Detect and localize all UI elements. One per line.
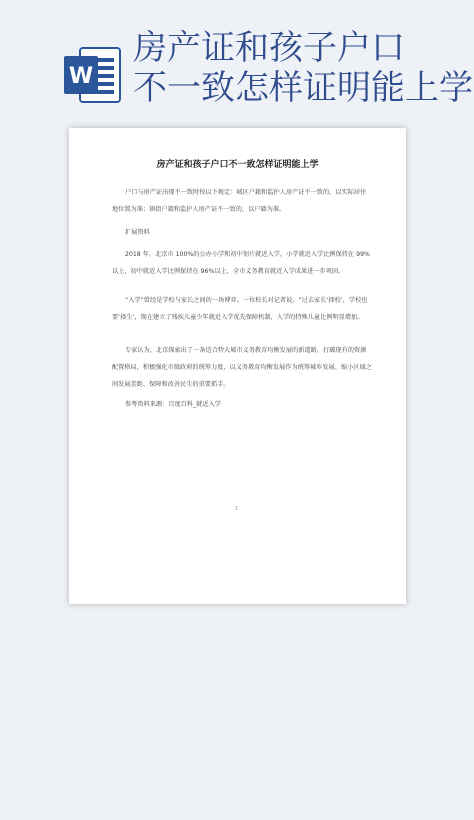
word-icon — [62, 44, 124, 106]
page-number: 1 — [235, 506, 239, 512]
banner-title — [133, 28, 473, 108]
paragraph-4: 专家认为，北京探索出了一条适合特大城市义务教育均衡发展的新道路，打破现有的资源配置格局，积极强化市级政府的统筹力度，以义务教育均衡发展作为统筹城乡发展、缩小区域之间发展差距、保障和改善民生的重要抓手。 — [112, 347, 372, 388]
paragraph-reference: 参考资料来源：百度百科_就近入学 — [125, 401, 221, 408]
paragraph-extended-heading: 扩展资料 — [125, 229, 150, 236]
document-page — [69, 128, 406, 604]
banner-title-line-1: 房产证和孩子户口 — [133, 28, 405, 68]
svg-text:W: W — [68, 64, 94, 89]
banner — [0, 0, 474, 118]
paragraph-3: “入学”曾经是学校与家长之间的一场博弈。一位校长对记者说，“过去家长‘择校’，学校也要‘择生’，现在建立了残疾儿童少年就近入学优先保障机制，入学的特殊儿童比例明显增加。 — [112, 297, 368, 321]
document-title: 房产证和孩子户口不一致怎样证明能上学 — [156, 160, 319, 170]
paragraph-1: 户口与房产证出现不一致时按以下规定：城区户籍和监护人房产证不一致的，以实际居住地位置为准；镇街户籍和监护人房产证不一致的，以户籍为准。 — [112, 189, 367, 213]
banner-title-line-2: 不一致怎样证明能上学 — [133, 68, 473, 108]
paragraph-2: 2018 年，北京市 100%的公办小学和初中划片就近入学。小学就近入学比例保持在 99%以上，初中就近入学比例保持在 96%以上，全市义务教育就近入学成果进一步巩固。 — [112, 251, 370, 275]
